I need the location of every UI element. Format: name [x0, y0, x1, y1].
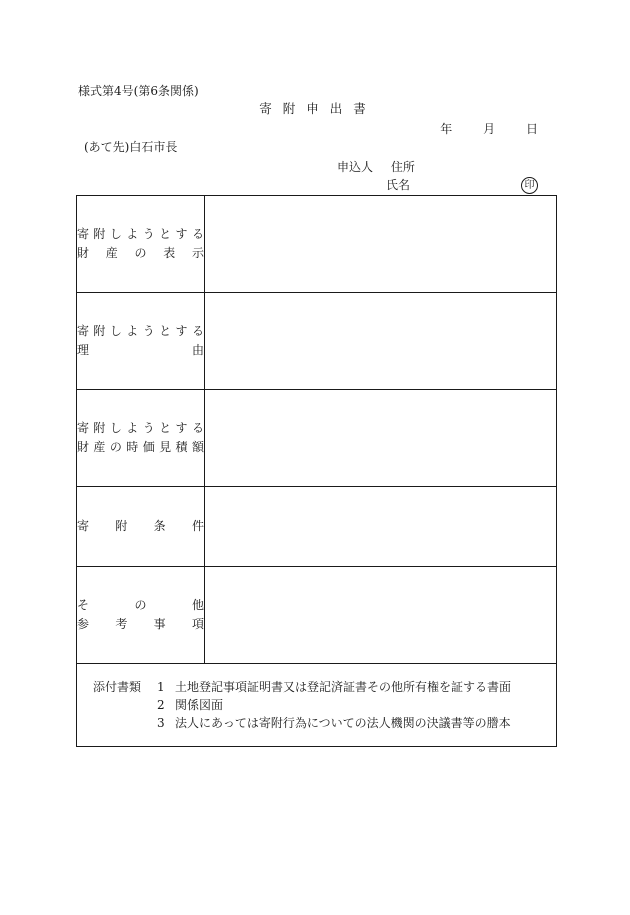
label-char: 項	[191, 617, 204, 631]
row-label-line	[77, 438, 204, 457]
label-char: 財	[77, 440, 90, 454]
row-label	[77, 390, 205, 487]
table-row	[77, 567, 557, 664]
label-char: し	[109, 227, 122, 241]
name-label: 氏名	[386, 178, 411, 192]
label-char: 条	[153, 519, 166, 533]
addressee: (あて先)白石市長	[84, 140, 178, 154]
table-row	[77, 293, 557, 390]
label-char: う	[142, 227, 155, 241]
row-label	[77, 487, 205, 567]
date-month-label: 月	[483, 122, 496, 136]
date-year-label: 年	[440, 122, 453, 136]
table-row	[77, 196, 557, 293]
attachment-number: 1	[157, 680, 165, 694]
label-char: 由	[191, 343, 204, 357]
label-char: と	[159, 421, 172, 435]
label-char: 事	[153, 617, 166, 631]
form-title: 寄附申出書	[259, 101, 377, 116]
label-char: 寄	[77, 421, 90, 435]
label-char: 他	[191, 598, 204, 612]
label-char: す	[175, 421, 188, 435]
label-char: と	[159, 227, 172, 241]
label-char: 額	[191, 440, 204, 454]
list-item	[93, 714, 556, 732]
attachments-list	[77, 664, 556, 746]
attachment-number: 3	[157, 716, 165, 730]
label-char: の	[134, 246, 147, 260]
label-char: 産	[93, 440, 106, 454]
label-char: と	[159, 324, 172, 338]
row-label-line	[77, 596, 204, 615]
label-char: 見	[159, 440, 172, 454]
applicant-address-line	[337, 160, 415, 174]
label-char: す	[175, 227, 188, 241]
label-char: 価	[142, 440, 155, 454]
row-label-line	[77, 341, 204, 360]
label-char: う	[142, 421, 155, 435]
label-char: 示	[191, 246, 204, 260]
label-char: 件	[191, 519, 204, 533]
label-char: 表	[163, 246, 176, 260]
label-char: 附	[93, 324, 106, 338]
attachment-number: 2	[157, 698, 165, 712]
property-description-field[interactable]	[205, 196, 557, 293]
row-label	[77, 196, 205, 293]
row-label-line	[77, 244, 204, 263]
label-char: そ	[77, 598, 90, 612]
date-line	[440, 122, 538, 136]
label-char: す	[175, 324, 188, 338]
list-item	[93, 696, 556, 714]
label-char: 理	[77, 343, 90, 357]
label-char: 附	[93, 227, 106, 241]
label-char: よ	[126, 227, 139, 241]
row-label	[77, 567, 205, 664]
label-char: 寄	[77, 324, 90, 338]
label-char: 附	[93, 421, 106, 435]
label-char: 考	[115, 617, 128, 631]
label-char: よ	[126, 421, 139, 435]
row-label	[77, 293, 205, 390]
attachments-cell	[77, 664, 557, 747]
other-notes-field[interactable]	[205, 567, 557, 664]
label-char: 財	[77, 246, 90, 260]
attachment-text: 土地登記事項証明書又は登記済証書その他所有権を証する書面	[175, 680, 512, 694]
row-label-line	[77, 419, 204, 438]
label-char: し	[109, 421, 122, 435]
list-item	[93, 678, 556, 696]
label-char: 寄	[77, 227, 90, 241]
seal-mark: 印	[521, 177, 538, 194]
row-label-line	[77, 615, 204, 634]
row-label-line	[77, 517, 204, 536]
attachments-row	[77, 664, 557, 747]
table-row	[77, 487, 557, 567]
label-char: 産	[105, 246, 118, 260]
label-char: 積	[175, 440, 188, 454]
label-char: よ	[126, 324, 139, 338]
attachments-heading: 添付書類	[93, 680, 142, 694]
label-char: う	[142, 324, 155, 338]
applicant-label: 申込人	[337, 160, 374, 174]
attachment-text: 法人にあっては寄附行為についての法人機関の決議書等の謄本	[175, 716, 511, 730]
row-label-line	[77, 322, 204, 341]
table-row	[77, 390, 557, 487]
date-day-label: 日	[525, 122, 538, 136]
label-char: の	[134, 598, 147, 612]
label-char: し	[109, 324, 122, 338]
address-label: 住所	[390, 160, 415, 174]
estimated-value-field[interactable]	[205, 390, 557, 487]
label-char: 寄	[77, 519, 90, 533]
attachment-text: 関係図面	[175, 698, 224, 712]
form-number: 様式第4号(第6条関係)	[78, 84, 199, 98]
donation-form-table	[76, 195, 557, 747]
label-char: る	[191, 227, 204, 241]
reason-field[interactable]	[205, 293, 557, 390]
label-char: 附	[115, 519, 128, 533]
label-char: の	[109, 440, 122, 454]
row-label-line	[77, 225, 204, 244]
label-char: る	[191, 324, 204, 338]
conditions-field[interactable]	[205, 487, 557, 567]
label-char: 参	[77, 617, 90, 631]
label-char: 時	[126, 440, 139, 454]
label-char: る	[191, 421, 204, 435]
